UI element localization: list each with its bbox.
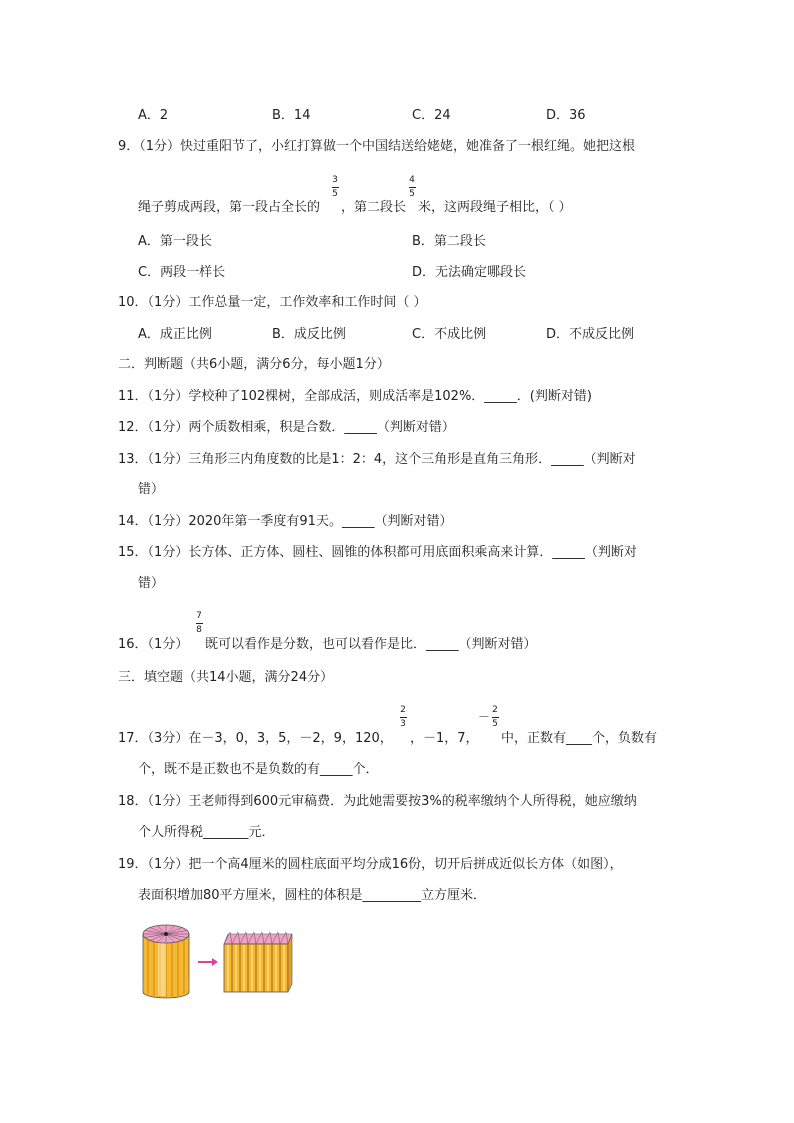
cuboid-figure (224, 932, 292, 992)
cylinder-to-cuboid-figure (138, 920, 298, 1000)
q17-frac2-den: 5 (492, 719, 498, 729)
q17-frac1-bar (400, 717, 407, 718)
q9-option-a: A．第一段长 (138, 234, 212, 249)
q9-line2-a: 绳子剪成两段，第一段占全长的 (138, 200, 321, 215)
q11: 11．（1分）学校种了102棵树，全部成活，则成活率是102%．_____．(判断对错) (118, 389, 592, 404)
q9-line2-b: ，第二段长 (341, 200, 407, 215)
q9-line1: 9．（1分）快过重阳节了，小红打算做一个中国结送给姥姥，她准备了一根红绳。她把这根 (118, 139, 636, 154)
q9-option-d: D．无法确定哪段长 (412, 265, 527, 280)
q14: 14．（1分）2020年第一季度有91天。_____（判断对错） (118, 514, 453, 529)
q17-frac2-num: 2 (492, 705, 498, 715)
q18-line2: 个人所得税_______元． (138, 825, 275, 840)
q16-frac-den: 8 (196, 625, 202, 635)
q17-frac1-num: 2 (400, 705, 406, 715)
q17-line2: 个，既不是正数也不是负数的有_____个． (138, 762, 379, 777)
q13-line1: 13．（1分）三角形三内角度数的比是1：2：4，这个三角形是直角三角形．_____（判断对 (118, 452, 636, 467)
q13-line2: 错） (138, 482, 165, 497)
q8-option-b: B．14 (272, 108, 311, 123)
cylinder-figure (143, 925, 189, 998)
q19-line1: 19．（1分）把一个高4厘米的圆柱底面平均分成16份，切开后拼成近似长方体（如图）， (118, 857, 623, 872)
q16-rest: 既可以看作是分数，也可以看作是比．_____（判断对错） (205, 637, 537, 652)
q9-frac2-den: 5 (409, 189, 415, 199)
q9-line2-c: 米，这两段绳子相比，（ ） (418, 200, 572, 215)
q9-frac1-num: 3 (332, 175, 338, 185)
q16-frac-num: 7 (196, 611, 202, 621)
q8-option-c: C．24 (412, 108, 451, 123)
q9-option-c: C．两段一样长 (138, 265, 226, 280)
q9-frac2-num: 4 (409, 175, 415, 185)
arrow-icon (198, 958, 218, 966)
q18-line1: 18．（1分）王老师得到600元审稿费．为此她需要按3%的税率缴纳个人所得税，她应缴纳 (118, 794, 637, 809)
q16-prefix: 16．（1分） (118, 637, 189, 652)
q10-option-d: D．不成反比例 (546, 327, 635, 342)
q9-option-b: B．第二段长 (412, 234, 486, 249)
q10-line: 10．（1分）工作总量一定，工作效率和工作时间（ ） (118, 295, 427, 310)
q15-line1: 15．（1分）长方体、正方体、圆柱、圆锥的体积都可用底面积乘高来计算．_____（判断对 (118, 545, 637, 560)
q16-frac-bar (196, 623, 203, 624)
q17-line1-b: ，－1，7， (410, 731, 479, 746)
q8-option-d: D．36 (546, 108, 586, 123)
q10-option-c: C．不成比例 (412, 327, 487, 342)
q10-option-b: B．成反比例 (272, 327, 346, 342)
q9-frac1-bar (332, 187, 339, 188)
q17-line1-a: 17．（3分）在－3，0，3，5，－2，9，120， (118, 731, 393, 746)
section3-heading: 三．填空题（共14小题，满分24分） (118, 670, 334, 685)
q17-frac2-sign: － (478, 710, 491, 724)
q12: 12．（1分）两个质数相乘，积是合数．_____（判断对错） (118, 420, 455, 435)
q17-frac2-bar (492, 717, 499, 718)
q10-option-a: A．成正比例 (138, 327, 212, 342)
section2-heading: 二．判断题（共6小题，满分6分，每小题1分） (118, 357, 390, 372)
q19-line2: 表面积增加80平方厘米，圆柱的体积是_________立方厘米． (138, 888, 487, 903)
q9-frac2-bar (409, 187, 416, 188)
q17-line1-c: 中，正数有____个，负数有 (501, 731, 658, 746)
q8-option-a: A．2 (138, 108, 169, 123)
q15-line2: 错） (138, 576, 165, 591)
q17-frac1-den: 3 (400, 719, 406, 729)
q9-frac1-den: 5 (332, 189, 338, 199)
